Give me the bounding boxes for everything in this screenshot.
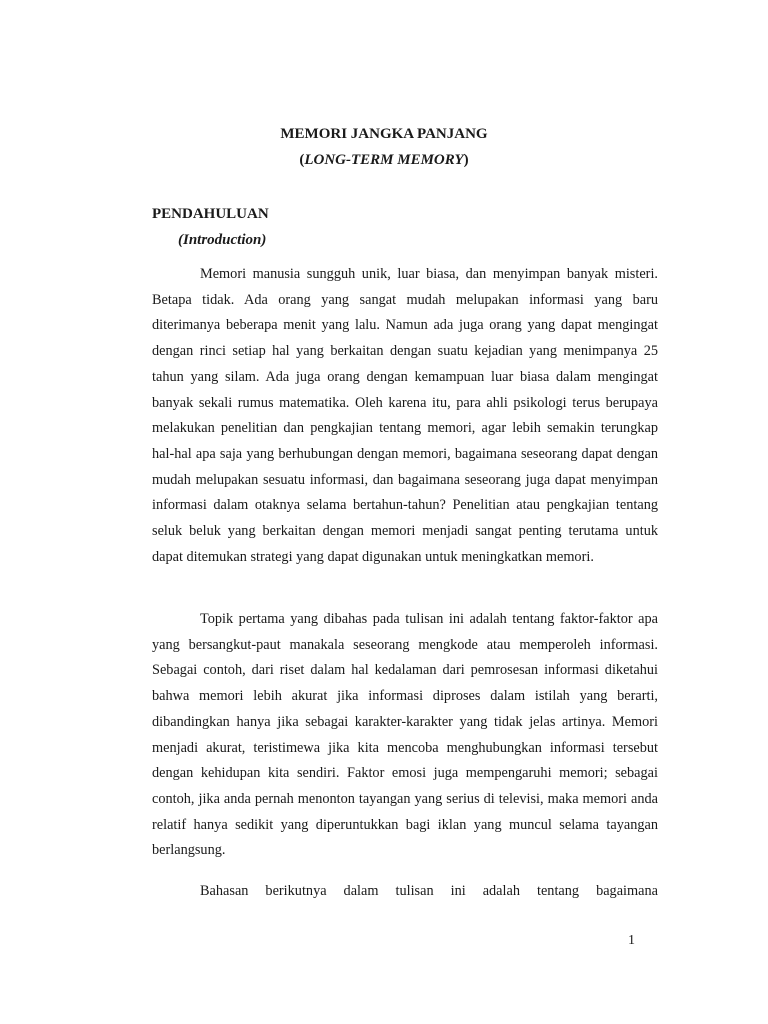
body-paragraph: Memori manusia sungguh unik, luar biasa, dan menyimpan banyak misteri. Betapa tidak. Ada orang yang sangat mudah melupakan informasi yang baru diterimanya beberapa menit yang lalu. Namun ada juga orang yang dapat mengingat dengan rinci setiap hal yang berkaitan dengan suatu kejadian yang menimpanya 25 tahun yang silam. Ada juga orang dengan kemampuan luar biasa dalam mengingat banyak sekali rumus matematika. Oleh karena itu, para ahli psikologi terus berupaya melakukan penelitian dan pengkajian tentang memori, agar lebih semakin terungkap hal-hal apa saja yang berhubungan dengan memori, bagaimana seseorang dapat dengan mudah melupakan sesuatu informasi, dan bagaimana seseorang juga dapat menyimpan informasi dalam otaknya selama bertahun-tahun? Penelitian atau pengkajian tentang seluk beluk yang berkaitan dengan memori menjadi sangat penting terutama untuk dapat ditemukan strategi yang dapat digunakan untuk meningkatkan memori.: [152, 266, 658, 565]
subtitle-open-paren: (: [299, 152, 305, 168]
page-number: 1: [628, 933, 635, 948]
subtitle-close-paren: ): [463, 152, 469, 168]
section-subheading: (Introduction): [178, 232, 267, 248]
body-paragraph: Topik pertama yang dibahas pada tulisan ini adalah tentang faktor-faktor apa yang bersangkut-paut manakala seseorang mengkode atau memperoleh informasi. Sebagai contoh, dari riset dalam hal kedalaman dari pemrosesan informasi diketahui bahwa memori lebih akurat jika informasi diproses dalam istilah yang berarti, dibandingkan hanya jika sebagai karakter-karakter yang tidak jelas artinya. Memori menjadi akurat, teristimewa jika kita mencoba menghubungkan informasi tersebut dengan kehidupan kita sendiri. Faktor emosi juga mempengaruhi memori; sebagai contoh, jika anda pernah menonton tayangan yang serius di televisi, maka memori anda relatif hanya sedikit yang diperuntukkan bagi iklan yang muncul selama tayangan berlangsung.: [152, 611, 658, 859]
subtitle-english: LONG-TERM MEMORY: [304, 152, 464, 168]
section-heading: PENDAHULUAN: [152, 206, 269, 222]
body-paragraph: Bahasan berikutnya dalam tulisan ini adalah tentang bagaimana: [200, 883, 658, 899]
document-subtitle: [0, 150, 768, 170]
document-title: MEMORI JANGKA PANJANG: [280, 126, 488, 142]
